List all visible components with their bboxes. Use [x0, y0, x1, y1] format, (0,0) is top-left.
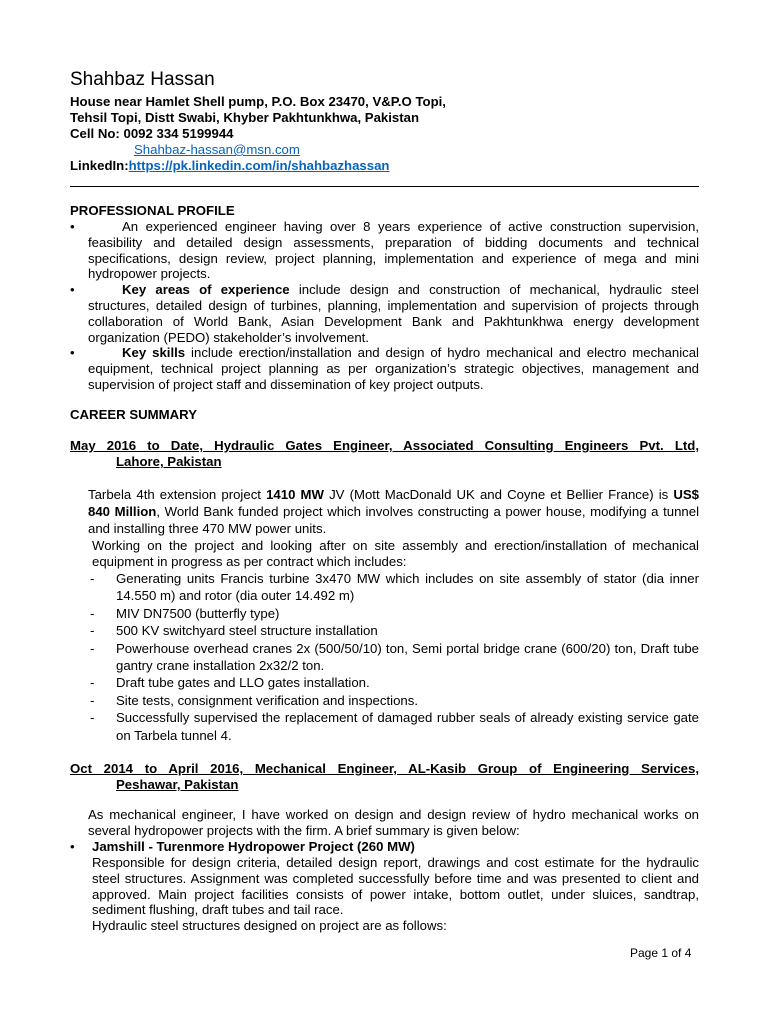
list-item-text: Site tests, consignment verification and inspections.	[116, 692, 419, 708]
dash-icon: -	[90, 571, 95, 586]
contact-block	[70, 94, 710, 174]
bullet-icon: •	[70, 219, 75, 234]
address-line-1: House near Hamlet Shell pump, P.O. Box 23470, V&P.O Topi,	[70, 94, 446, 109]
profile-list	[70, 219, 699, 393]
job-2-title-line-2: Peshawar, Pakistan	[116, 777, 239, 792]
intro-text: Tarbela 4th extension project	[88, 487, 267, 502]
list-item-text: 500 KV switchyard steel structure installation	[116, 623, 378, 639]
project-title: Jamshill - Turenmore Hydropower Project (260 MW)	[92, 839, 415, 854]
linkedin-link[interactable]: https://pk.linkedin.com/in/shahbazhassan	[128, 158, 390, 173]
dash-icon: -	[90, 640, 95, 656]
dash-icon: -	[90, 605, 95, 621]
profile-item-text: include erection/installation and design of hydro mechanical and electro mechanical equipment, technical project planning as per organization’s strategic objectives, management and supervision of project staff and dissemination of key project outputs.	[88, 345, 699, 392]
email-row	[70, 142, 710, 158]
dash-icon: -	[90, 623, 95, 639]
address-line-2: Tehsil Topi, Distt Swabi, Khyber Pakhtunkhwa, Pakistan	[70, 110, 420, 125]
profile-item-text: An experienced engineer having over 8 years experience of active construction supervision, feasibility and detailed design assessments, preparation of bidding documents and technical specifications, design review, project planning, implementation and experience of mega and mini hydropower projects.	[88, 219, 699, 282]
list-item-text: Powerhouse overhead cranes 2x (500/50/10) ton, Semi portal bridge crane (600/20) ton, Draft tube gantry crane installation 2x32/2 ton.	[116, 640, 699, 674]
profile-item-2	[70, 282, 699, 345]
list-item	[88, 640, 699, 675]
intro-cost: US$ 840 Million	[88, 487, 699, 520]
profile-heading: PROFESSIONAL PROFILE	[70, 203, 235, 218]
project-heading	[70, 839, 699, 855]
cell-number: Cell No: 0092 334 5199944	[70, 126, 234, 141]
career-heading: CAREER SUMMARY	[70, 407, 197, 422]
bullet-icon: •	[70, 345, 75, 361]
linkedin-row	[70, 158, 710, 174]
profile-item-bold: Key skills	[122, 345, 186, 361]
list-item-text: Successfully supervised the replacement of damaged rubber seals of already existing service gate on Tarbela tunnel 4.	[116, 710, 699, 743]
linkedin-label: LinkedIn:	[70, 158, 129, 173]
candidate-name: Shahbaz Hassan	[70, 69, 215, 90]
job-1-title-line-2: Lahore, Pakistan	[116, 454, 222, 469]
job-2-title-line-1: Oct 2014 to April 2016, Mechanical Engineer, AL-Kasib Group of Engineering Services,	[70, 761, 699, 776]
email-link[interactable]: Shahbaz-hassan@msn.com	[134, 142, 300, 157]
job-1-duties	[88, 570, 699, 744]
list-item	[88, 622, 699, 639]
job-2-intro: As mechanical engineer, I have worked on design and design review of hydro mechanical works on several hydropower projects with the firm. A brief summary is given below:	[88, 807, 699, 838]
bullet-icon: •	[70, 839, 75, 854]
job-2-title	[70, 761, 699, 793]
project-description: Responsible for design criteria, detailed design report, drawings and cost estimate for the hydraulic steel structures. Assignment was completed successfully before time and was presented to client and approved. Main project facilities consists of power intake, bottom outlet, under sluices, sandtrap, sediment flushing, draft tubes and tail race.	[92, 855, 699, 918]
bullet-icon: •	[70, 282, 75, 298]
job-1-work: Working on the project and looking after on site assembly and erection/installation of mechanical equipment in progress as per contract which includes:	[92, 538, 699, 569]
page-number: Page 1 of 4	[630, 946, 692, 960]
dash-icon: -	[90, 692, 95, 708]
list-item	[88, 570, 699, 605]
job-1-intro	[88, 486, 699, 538]
profile-item-bold: Key areas of experience	[122, 282, 290, 298]
list-item-text: Generating units Francis turbine 3x470 MW which includes on site assembly of stator (dia inner 14.550 m) and rotor (dia outer 14.492 m)	[116, 571, 699, 604]
intro-text: , World Bank funded project which involves constructing a power house, modifying a tunnel and installing three 470 MW power units.	[88, 504, 699, 537]
list-item-text: MIV DN7500 (butterfly type)	[116, 605, 280, 621]
list-item	[88, 605, 699, 622]
profile-item-text: include design and construction of mechanical, hydraulic steel structures, detailed design of turbines, planning, implementation and supervision of projects through collaboration of World Bank, Asian Development Bank and Pakhtunkhwa energy development organization (PEDO) stakeholder’s involvement.	[88, 282, 699, 345]
dash-icon: -	[90, 710, 95, 726]
profile-item-1	[70, 219, 699, 282]
dash-icon: -	[90, 675, 95, 691]
header-divider	[70, 186, 699, 187]
list-item	[88, 692, 699, 709]
job-1-title	[70, 438, 699, 470]
list-item	[88, 674, 699, 691]
job-1-title-line-1: May 2016 to Date, Hydraulic Gates Engineer, Associated Consulting Engineers Pvt. Ltd,	[70, 438, 699, 453]
intro-capacity: 1410 MW	[266, 487, 324, 502]
project-tail: Hydraulic steel structures designed on project are as follows:	[92, 918, 447, 933]
list-item-text: Draft tube gates and LLO gates installation.	[116, 675, 370, 691]
profile-item-3	[70, 345, 699, 392]
intro-text: JV (Mott MacDonald UK and Coyne et Bellier France) is	[323, 487, 674, 502]
list-item	[88, 709, 699, 744]
